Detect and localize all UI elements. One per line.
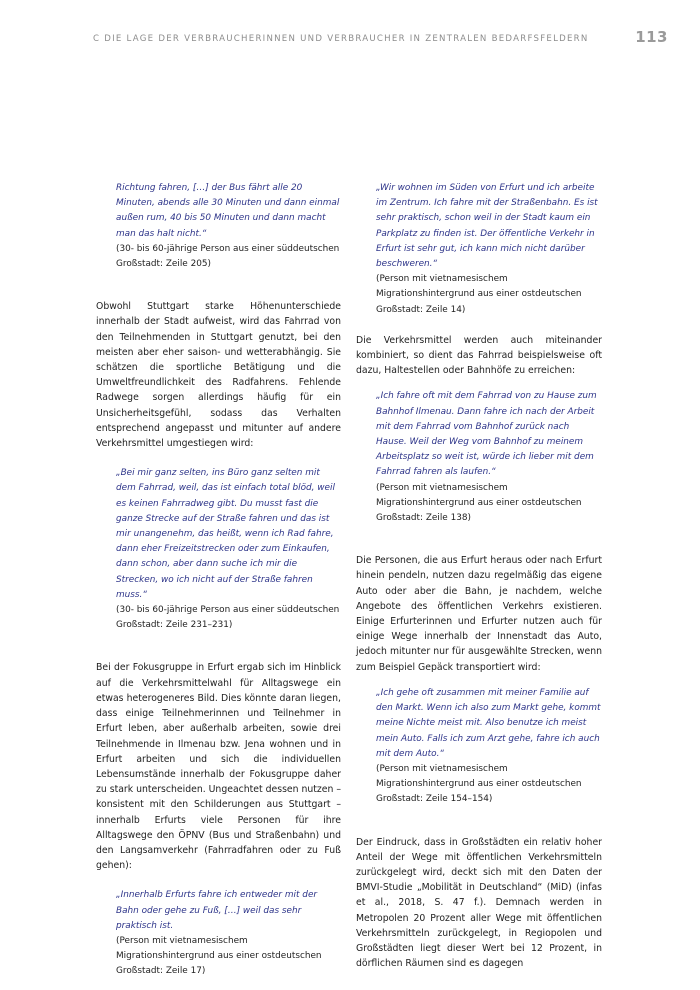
quote-source: (30- bis 60-jährige Person aus einer süddeutschen Großstadt: Zeile 205) [116,243,340,270]
quote-source: (Person mit vietnamesischem Migrationshintergrund aus einer ostdeutschen Großstadt: Zeile 17) [116,935,322,977]
quote-text: Richtung fahren, […] der Bus fährt alle 20 Minuten, abends alle 30 Minuten und dann einmal außen rum, 40 bis 50 Minuten und dann macht man das halt nicht.“ [116,183,340,239]
running-header-title: C DIE LAGE DER VERBRAUCHERINNEN UND VERBRAUCHER IN ZENTRALEN BEDARFSFELDERN [93,34,589,44]
quote-source: (Person mit vietnamesischem Migrationshintergrund aus einer ostdeutschen Großstadt: Zeile 154–154) [376,763,582,805]
quote-text: „Ich gehe oft zusammen mit meiner Familie auf den Markt. Wenn ich also zum Markt gehe, kommt meine Nichte meist mit. Also benutze ich meist mein Auto. Falls ich zum Arzt gehe, fahre ich auch mit dem Auto.“ [376,687,601,759]
quote-source: (Person mit vietnamesischem Migrationshintergrund aus einer ostdeutschen Großstadt: Zeile 14) [376,274,582,315]
body-paragraph: Der Eindruck, dass in Großstädten ein relativ hoher Anteil der Wege mit öffentlichen Verkehrsmitteln zurückgelegt wird, deckt sich mit den Daten der BMVI-Studie „Mobilität in Deutschland“ (MiD) (infas et al., 2018, S. 47 f.). Demnach werden in Metropolen 20 Prozent aller Wege mit öffentlichen Verkehrsmitteln zurückgelegt, in Regiopolen und Großstädten liegt dieser Wert bei 12 Prozent, in dörflichen Räumen sind es dagegen [356,836,602,970]
page-number: 113 [635,28,668,46]
quote-text: „Innerhalb Erfurts fahre ich entweder mit der Bahn oder gehe zu Fuß, […] weil das sehr praktisch ist. [116,890,318,931]
body-paragraph: Obwohl Stuttgart starke Höhenunterschiede innerhalb der Stadt aufweist, wird das Fahrrad von den Teilnehmenden in Stuttgart genutzt, bei den meisten aber eher saison- und wetterabhängig. Sie schätzen die sportliche Betätigung und die Umweltfreundlichkeit des Radfahrens. Fehlende Radwege sorgen allerdings häufig für ein Unsicherheitsgefühl, sodass das Verhalten entsprechend angepasst und mitunter auf andere Verkehrsmittel umgestiegen wird: [96,301,341,450]
interview-quote [116,181,341,272]
interview-quote [116,466,341,633]
body-paragraph: Bei der Fokusgruppe in Erfurt ergab sich im Hinblick auf die Verkehrsmittelwahl für Alltagswege ein etwas heterogeneres Bild. Dies könnte daran liegen, dass einige Teilnehmerinnen und Teilnehmer in Erfurt leben, aber außerhalb arbeiten, sowie drei Teilnehmende in Ilmenau bzw. Jena wohnen und in Erfurt arbeiten und sich die individuellen Lebensumstände innerhalb der Fokusgruppe daher zu stark unterscheiden. Ungeachtet dessen nutzen – konsistent mit den Schilderungen aus Stuttgart – innerhalb Erfurts viele Personen für ihre Alltagswege den ÖPNV (Bus und Straßenbahn) und den Langsamverkehr (Fahrradfahren oder zu Fuß gehen): [96,662,342,872]
interview-quote [116,888,341,979]
interview-quote [376,686,602,808]
right-column [356,181,602,971]
quote-text: „Bei mir ganz selten, ins Büro ganz selten mit dem Fahrrad, weil, das ist einfach total blöd, weil es keinen Fahrradweg gibt. Du musst fast die ganze Strecke auf der Straße fahren und das ist mir unangenehm, das heißt, wenn ich Rad fahre, dann eher Freizeitstrecken oder zum Einkaufen, dann schon, aber dann suche ich mir die Strecken, wo ich nicht auf der Straße fahren muss.“ [116,468,335,600]
quote-text: „Ich fahre oft mit dem Fahrrad von zu Hause zum Bahnhof Ilmenau. Dann fahre ich nach der Arbeit mit dem Fahrrad vom Bahnhof zurück nach Hause. Weil der Weg vom Bahnhof zu meinem Arbeitsplatz so weit ist, würde ich lieber mit dem Fahrrad fahren als laufen.“ [376,391,597,478]
interview-quote [376,389,602,526]
page-header [93,28,668,52]
quote-text: „Wir wohnen im Süden von Erfurt und ich arbeite im Zentrum. Ich fahre mit der Straßenbahn. Es ist sehr praktisch, schon weil in der Stadt kaum ein Parkplatz zu finden ist. Der öffentliche Verkehr in Erfurt ist sehr gut, ich kann mich nicht darüber beschweren.“ [376,183,598,270]
left-column [96,181,341,980]
body-paragraph: Die Verkehrsmittel werden auch miteinander kombiniert, so dient das Fahrrad beispielsweise oft dazu, Haltestellen oder Bahnhöfe zu erreichen: [356,334,602,377]
quote-source: (Person mit vietnamesischem Migrationshintergrund aus einer ostdeutschen Großstadt: Zeile 138) [376,482,582,524]
interview-quote [376,181,602,318]
body-paragraph: Die Personen, die aus Erfurt heraus oder nach Erfurt hinein pendeln, nutzen dazu regelmäßig das eigene Auto oder aber die Bahn, je nachdem, welche Angebote des öffentlichen Verkehrs existieren. Einige Erfurterinnen und Erfurter nutzen auch für einige Wege innerhalb der Innenstadt das Auto, jedoch mitunter nur für ausgewählte Strecken, wenn zum Beispiel Gepäck transportiert wird: [356,555,602,673]
quote-source: (30- bis 60-jährige Person aus einer süddeutschen Großstadt: Zeile 231–231) [116,605,340,631]
